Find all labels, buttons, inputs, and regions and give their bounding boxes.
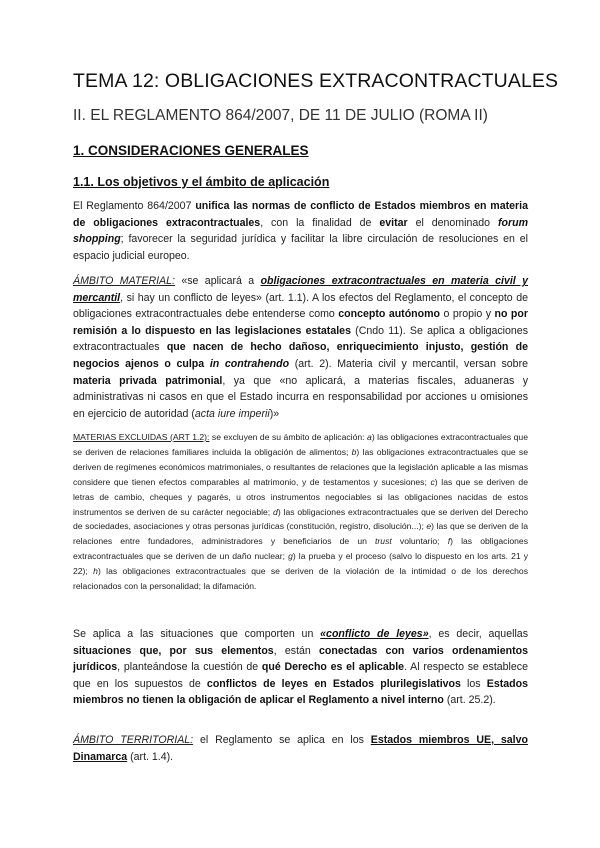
- text-run-bold: no por remisión a lo dispuesto en las legislaciones estatales: [73, 308, 528, 337]
- list-letter: e: [426, 521, 432, 532]
- text-run: . Al respecto se establece que en los supuestos de: [73, 661, 528, 690]
- text-run-bold: unifica las normas de conflicto de Estados miembros en materia de obligaciones extracontractuales: [73, 200, 528, 229]
- text-run: ) las obligaciones extracontractuales que se deriven de un daño nuclear;: [73, 536, 528, 562]
- page-subtitle: II. EL REGLAMENTO 864/2007, DE 11 DE JULIO (ROMA II): [73, 107, 488, 124]
- list-letter: c: [430, 476, 435, 487]
- text-run: (art. 2). Materia civil y mercantil, versan sobre: [289, 357, 528, 370]
- text-run: ) las obligaciones extracontractuales que se deriven de regímenes económicos matrimoniales, o resultantes de relaciones que la legislación aplicable a las mismas considere que tienen efectos comparables al matrimonio, y de testamentos y sucesiones;: [73, 446, 528, 487]
- text-run: , es decir, aquellas: [428, 628, 528, 640]
- list-letter: a: [367, 432, 372, 442]
- text-run: (art. 1.4).: [127, 750, 174, 763]
- text-run-bold: Estados miembros no tienen la obligación de aplicar el Reglamento a nivel interno: [73, 677, 528, 707]
- paragraph-ambito-material: [73, 273, 528, 422]
- text-run: El Reglamento 864/2007: [73, 200, 196, 212]
- text-run: Se aplica a las situaciones que comporten un: [73, 628, 321, 640]
- label-ambito-material: ÁMBITO MATERIAL:: [73, 275, 175, 287]
- text-run-bold: qué Derecho es el aplicable: [261, 661, 405, 674]
- label-ambito-territorial: ÁMBITO TERRITORIAL:: [73, 734, 194, 746]
- text-run: ) las que se deriven de letras de cambio, cheques y pagarés, u otros instrumentos negociables si las obligaciones nacidas de estos instrumentos se deriven de su carácter negociable;: [73, 476, 528, 517]
- text-run: (art. 25.2).: [443, 694, 496, 707]
- text-run: «se aplicará a: [174, 275, 261, 287]
- text-run-italic: acta iure imperii: [194, 407, 270, 420]
- list-letter: b: [351, 446, 357, 457]
- text-run: ) las obligaciones extracontractuales que se deriven de la violación de la intimidad o de los derechos relacionados con la personalidad; la difamación.: [73, 566, 528, 592]
- list-letter: h: [93, 566, 98, 577]
- text-run-bold: materia privada patrimonial: [73, 374, 223, 387]
- text-run-italic: trust: [375, 536, 392, 547]
- text-run-bold: conflictos de leyes en Estados plurilegislativos: [206, 677, 461, 690]
- text-run: , con la finalidad de: [260, 216, 380, 229]
- section-heading: 1. CONSIDERACIONES GENERALES: [73, 143, 309, 158]
- text-run-bold-italic: «conflicto de leyes»: [320, 628, 429, 640]
- text-run: o propio y: [440, 308, 495, 321]
- paragraph-objectives: [73, 198, 528, 264]
- text-run: se excluyen de su ámbito de aplicación:: [209, 432, 368, 442]
- text-run-bold: concepto autónomo: [338, 308, 441, 321]
- text-run: )»: [269, 407, 280, 420]
- text-run: (Cndo 11). Se aplica a obligaciones extracontractuales: [73, 324, 528, 354]
- text-run-bold: conectadas con varios ordenamientos jurídicos: [73, 644, 528, 674]
- text-run: ) las obligaciones extracontractuales que se deriven de relaciones familiares incluida la obligación de alimentos;: [73, 432, 528, 457]
- text-run-bold: evitar: [379, 216, 408, 229]
- text-run: , están: [273, 644, 320, 657]
- text-run: ) las obligaciones extracontractuales que se deriven del Derecho de sociedades, asociaciones y otras personas jurídicas (constitución, registro, disolución...);: [73, 506, 529, 532]
- text-run: ; favorecer la seguridad jurídica y facilitar la libre circulación de resoluciones en el espacio judicial europeo.: [73, 233, 528, 262]
- list-letter: f: [447, 536, 451, 547]
- paragraph-ambito-territorial: [73, 732, 528, 765]
- list-letter: d: [273, 506, 278, 517]
- text-run: voluntario;: [391, 536, 448, 547]
- subsection-heading: 1.1. Los objetivos y el ámbito de aplicación: [73, 175, 330, 189]
- text-run-bold: Estados miembros UE, salvo Dinamarca: [73, 734, 528, 763]
- text-run: el denominado: [407, 216, 498, 229]
- text-run-bold-italic: obligaciones extracontractuales en materia civil y mercantil: [73, 275, 528, 304]
- paragraph-conflicto-leyes: [73, 626, 528, 709]
- list-letter: g: [288, 551, 293, 562]
- text-run: los: [460, 677, 487, 690]
- text-run: ) la prueba y el proceso (salvo lo dispuesto en los arts. 21 y 22);: [73, 551, 529, 577]
- text-run-bold: situaciones que, por sus elementos: [73, 644, 274, 657]
- text-run: el Reglamento se aplica en los: [193, 734, 371, 746]
- text-run: ) las que se deriven de la relaciones entre fundadores, administradores y beneficiarios de un: [73, 521, 528, 547]
- text-run-bold-italic: forum shopping: [73, 216, 529, 246]
- label-materias-excluidas: MATERIAS EXCLUIDAS (ART 1.2):: [73, 432, 210, 442]
- paragraph-materias-excluidas: [73, 430, 528, 594]
- text-run: , planteándose la cuestión de: [117, 661, 262, 674]
- text-run-bold-italic: in contrahendo: [209, 357, 290, 370]
- text-run: , si hay un conflicto de leyes» (art. 1.1). A los efectos del Reglamento, el concepto de obligaciones extracontractuales debe entenderse como: [73, 291, 528, 321]
- text-run-bold: que nacen de hecho dañoso, enriquecimiento injusto, gestión de negocios ajenos o culpa: [73, 341, 528, 370]
- text-run: , ya que «no aplicará, a materias fiscales, aduaneras y administrativas ni casos en que el Estado incurra en responsabilidad por acciones u omisiones en ejercicio de autoridad (: [73, 374, 528, 420]
- page-title: TEMA 12: OBLIGACIONES EXTRACONTRACTUALES: [73, 70, 559, 92]
